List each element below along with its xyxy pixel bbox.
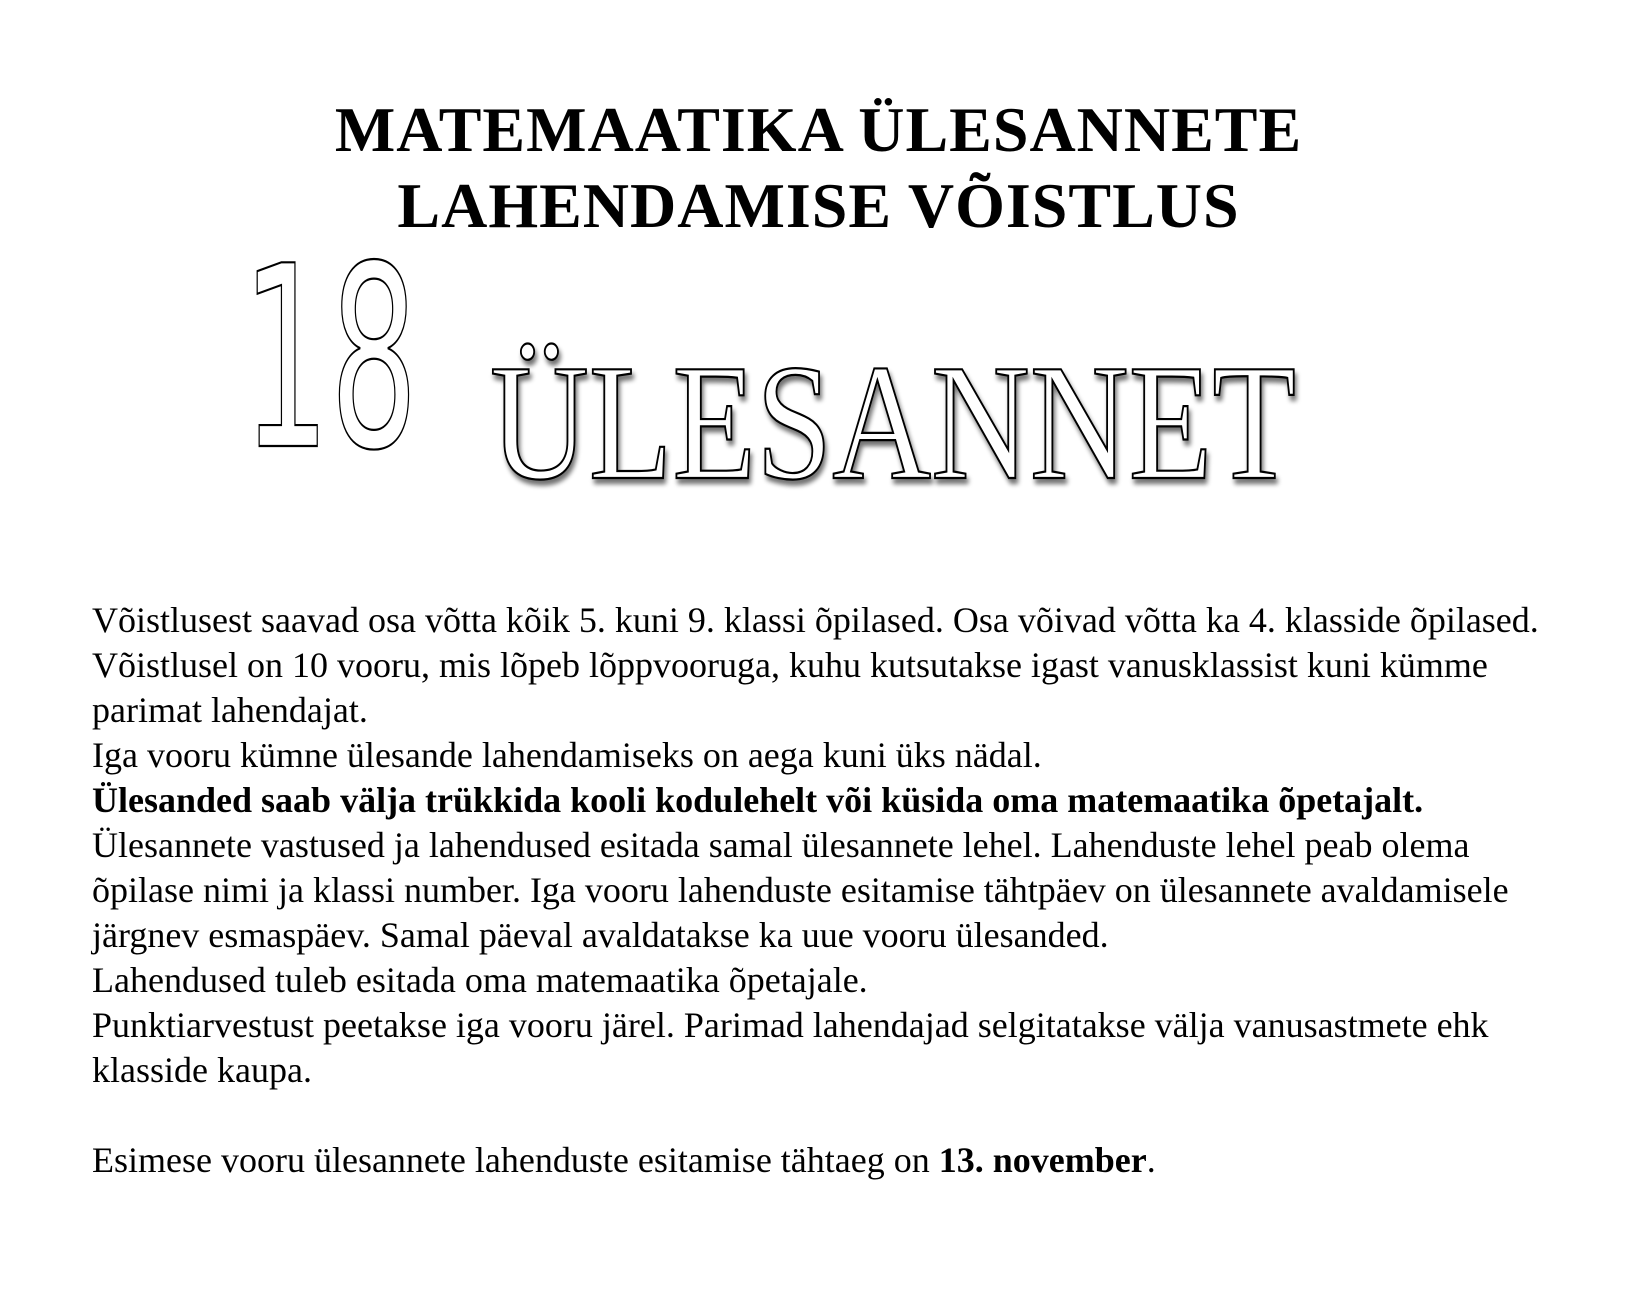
paragraph-spacer (92, 1093, 1562, 1138)
deadline-prefix: Esimese vooru ülesannete lahenduste esitamise tähtaeg on (92, 1140, 939, 1180)
deadline-suffix: . (1146, 1140, 1156, 1180)
outlined-number-18 (242, 213, 448, 506)
rules-text (92, 598, 1562, 1183)
paragraph-rounds: Võistlusel on 10 vooru, mis lõpeb lõppvooruga, kuhu kutsutakse igast vanusklassist kuni kümme parimat lahendajat. (92, 645, 1488, 730)
paragraph-time-limit: Iga vooru kümne ülesande lahendamiseks on aega kuni üks nädal. (92, 735, 1042, 775)
outlined-number-text: 18 (242, 213, 418, 506)
paragraph-scoring: Punktiarvestust peetakse iga vooru järel. Parimad lahendajad selgitatakse välja vanusastmete ehk klasside kaupa. (92, 1005, 1489, 1090)
outlined-word-ulesannet (488, 330, 1328, 514)
title-line-1: MATEMAATIKA ÜLESANNETE (334, 94, 1303, 165)
paragraph-where-to-get-tasks: Ülesanded saab välja trükkida kooli kodulehelt või küsida oma matemaatika õpetajalt. (92, 780, 1424, 820)
title-line-2: LAHENDAMISE VÕISTLUS (397, 170, 1240, 241)
outlined-word-text: ÜLESANNET (490, 330, 1296, 514)
paragraph-submit-to-teacher: Lahendused tuleb esitada oma matemaatika õpetajale. (92, 960, 868, 1000)
paragraph-deadline (92, 1138, 1562, 1183)
deadline-date: 13. november (938, 1140, 1147, 1180)
paragraph-submission: Ülesannete vastused ja lahendused esitada samal ülesannete lehel. Lahenduste lehel peab olema õpilase nimi ja klassi number. Iga vooru lahenduste esitamise tähtpäev on ülesannete avaldamisele järgnev esmaspäev. Samal päeval avaldatakse ka uue vooru ülesanded. (92, 825, 1509, 955)
paragraph-participants: Võistlusest saavad osa võtta kõik 5. kuni 9. klassi õpilased. Osa võivad võtta ka 4. klasside õpilased. (92, 600, 1539, 640)
